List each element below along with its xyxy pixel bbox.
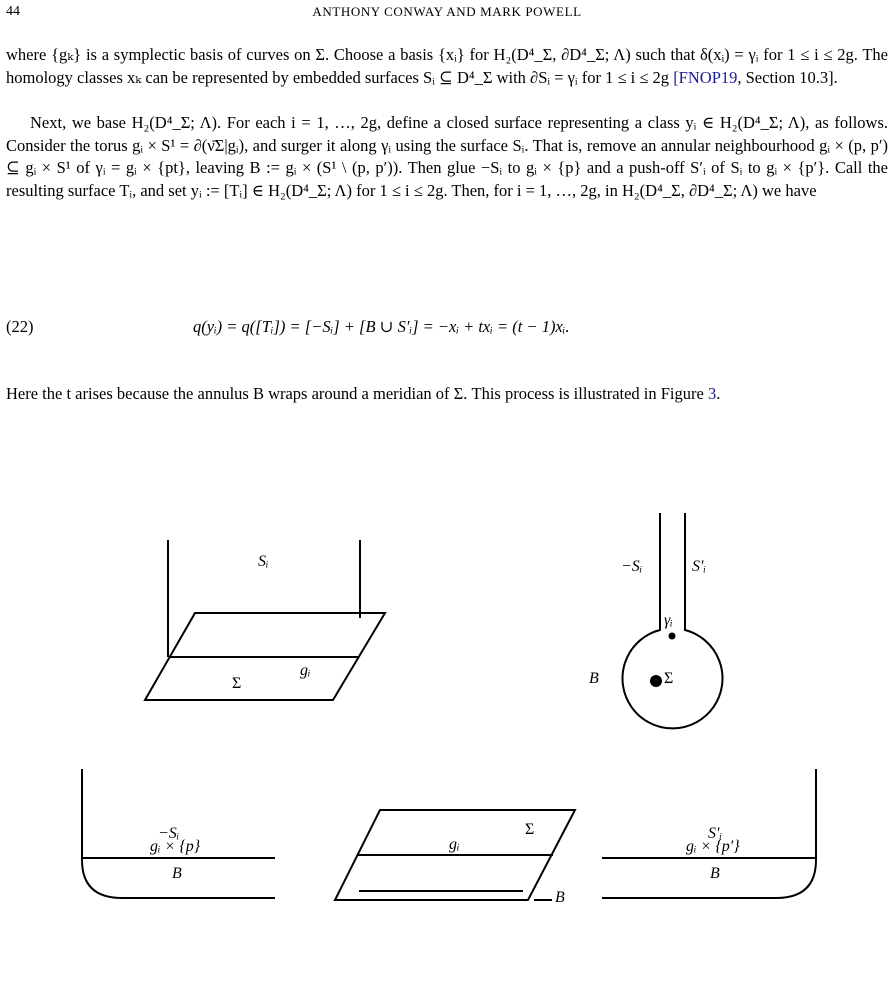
- page-header: [0, 4, 894, 24]
- citation-link[interactable]: [FNOP19: [673, 67, 738, 87]
- paragraph-surgery: Next, we base H₂(D⁴_Σ; Λ). For each i = 1, …, 2g, define a closed surface representing a class yᵢ ∈ H₂(D⁴_Σ; Λ), as follows. Consider the torus gᵢ × S¹ = ∂(ν̄Σ|gᵢ), and surger it along γᵢ using the surface Sᵢ. That is, remove an annular neighbourhood gᵢ × (p, p′) ⊆ gᵢ × S¹ of γᵢ = gᵢ × {pt}, leaving B := gᵢ × (S¹ \ (p, p′)). Then glue −Sᵢ to gᵢ × {p} and a push-off S′ᵢ of Sᵢ to gᵢ × {p′}. Call the resulting surface Tᵢ, and set yᵢ := [Tᵢ] ∈ H₂(D⁴_Σ; Λ) for 1 ≤ i ≤ 2g. Then, for i = 1, …, 2g, in H₂(D⁴_Σ, ∂D⁴_Σ; Λ) we have: [6, 113, 888, 200]
- figure-reference-link[interactable]: 3: [707, 384, 717, 403]
- sigma-point: [650, 675, 662, 687]
- label-si-prime-bottom: S′ᵢ: [708, 825, 723, 842]
- paragraph-illustration-tail: .: [716, 384, 721, 403]
- label-b-bottom-left: B: [172, 865, 182, 882]
- label-gi-bottom: gᵢ: [449, 836, 460, 853]
- label-b-bottom-mid: B: [555, 889, 565, 906]
- label-minus-si-bottom: −Sᵢ: [158, 825, 180, 842]
- label-b-bottom-right: B: [710, 865, 720, 882]
- label-minus-si: −Sᵢ: [621, 558, 643, 575]
- running-title: ANTHONY CONWAY AND MARK POWELL: [312, 4, 582, 19]
- equation-number: (22): [6, 317, 34, 336]
- gamma-point: [669, 633, 676, 640]
- paragraph-basis-text: where {gₖ} is a symplectic basis of curves on Σ. Choose a basis {xᵢ} for H₂(D⁴_Σ, ∂D⁴_Σ; Λ) such that δ(xᵢ) = γᵢ for 1 ≤ i ≤ 2g. The homology classes xₖ can be represented by embedded surfaces Sᵢ ⊆ D⁴_Σ with ∂Sᵢ = γᵢ for 1 ≤ i ≤ 2g: [6, 45, 888, 87]
- figure-drawing: [0, 505, 894, 1000]
- label-gi-pprime: gᵢ × {p′}: [686, 838, 740, 855]
- label-sigma-top: Σ: [232, 675, 242, 692]
- label-si-prime: S′ᵢ: [692, 558, 707, 575]
- equation-body: q(yᵢ) = q([Tᵢ]) = [−Sᵢ] + [B ∪ S′ᵢ] = −xᵢ + txᵢ = (t − 1)xᵢ.: [193, 317, 570, 336]
- label-si: Sᵢ: [258, 553, 269, 570]
- figure-3: [0, 505, 894, 1000]
- bottom-middle-diagram: [335, 810, 575, 900]
- label-gamma: γᵢ: [664, 612, 673, 629]
- equation-22: [6, 317, 888, 341]
- label-sigma-bottom: Σ: [525, 821, 535, 838]
- label-sigma-top-right: Σ: [664, 670, 674, 687]
- paragraph-illustration-text: Here the t arises because the annulus B wraps around a meridian of Σ. This process is illustrated in Figure: [6, 384, 708, 403]
- paragraph-basis-tail: , Section 10.3].: [737, 67, 838, 87]
- page-number: 44: [6, 4, 20, 19]
- label-b-top: B: [589, 670, 599, 687]
- paragraph-basis: [6, 44, 888, 89]
- label-gi-top: gᵢ: [300, 662, 311, 679]
- paragraph-illustration: [6, 383, 888, 406]
- label-gi-p: gᵢ × {p}: [150, 838, 201, 855]
